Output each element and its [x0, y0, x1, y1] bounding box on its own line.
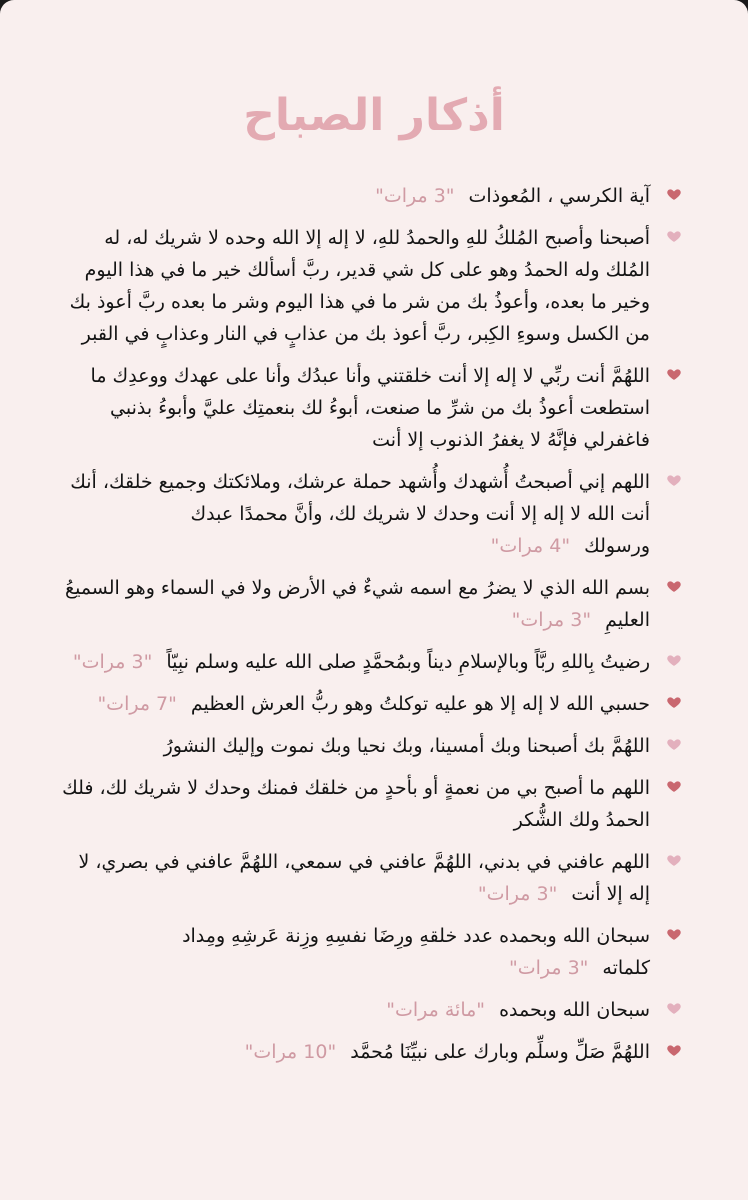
repeat-count: "مائة مرات" [386, 999, 486, 1021]
list-item [60, 920, 682, 984]
list-item [60, 572, 682, 636]
list-item [60, 360, 682, 456]
heart-icon [666, 926, 682, 942]
list-item [60, 466, 682, 562]
list-item [60, 994, 682, 1026]
repeat-count: "4 مرات" [490, 535, 571, 557]
zikr-text: اللهم ما أصبح بي من نعمةٍ أو بأحدٍ من خلقك فمنك وحدك لا شريك لك، فلك الحمدُ ولك الشُّكر [62, 777, 650, 831]
heart-icon [666, 736, 682, 752]
list-item [60, 846, 682, 910]
repeat-count: "3 مرات" [72, 651, 153, 673]
repeat-count: "3 مرات" [375, 185, 455, 207]
list-item [60, 222, 682, 350]
heart-icon [666, 472, 682, 488]
list-item [60, 1036, 682, 1068]
azkar-list [60, 180, 682, 1078]
heart-icon [666, 652, 682, 668]
zikr-text: آية الكرسي ، المُعوذات [468, 185, 650, 207]
list-item [60, 688, 682, 720]
zikr-text: اللهُمَّ أنت ربِّي لا إله إلا أنت خلقتني وأنا عبدُك وأنا على عهدك ووعدِك ما استطعت أعوذُ بك من شرِّ ما صنعت، أبوءُ لك بنعمتِك عليَّ وأبوءُ بذنبي فاغفرلي فإنَّهُ لا يغفرُ الذنوب إلا أنت [90, 365, 650, 451]
heart-icon [666, 778, 682, 794]
list-item [60, 180, 682, 212]
page-title: أذكار الصباح [243, 90, 505, 141]
zikr-text: رضيتُ بِاللهِ ربَّاً وبالإسلامِ ديناً وبمُحمَّدٍ صلى الله عليه وسلم نبِيّاً [166, 651, 650, 673]
zikr-text: حسبي الله لا إله إلا هو عليه توكلتُ وهو ربُّ العرش العظيم [190, 693, 650, 715]
zikr-text: بسم الله الذي لا يضرُ مع اسمه شيءٌ في الأرض ولا في السماء وهو السميعُ العليمِ [64, 577, 650, 631]
zikr-text: سبحان الله وبحمده عدد خلقهِ ورِضَا نفسِهِ وزِنة عَرشِهِ ومِداد كلماته [182, 925, 650, 979]
heart-icon [666, 852, 682, 868]
repeat-count: "10 مرات" [244, 1041, 337, 1063]
list-item [60, 730, 682, 762]
zikr-text: اللهُمَّ صَلِّ وسلِّم وبارك على نبيِّنَا مُحمَّد [350, 1041, 650, 1063]
heart-icon [666, 186, 682, 202]
heart-icon [666, 366, 682, 382]
repeat-count: "3 مرات" [477, 883, 558, 905]
heart-icon [666, 228, 682, 244]
zikr-text: اللهم عافني في بدني، اللهُمَّ عافني في سمعي، اللهُمَّ عافني في بصري، لا إله إلا أنت [78, 851, 650, 905]
heart-icon [666, 1000, 682, 1016]
repeat-count: "3 مرات" [511, 609, 592, 631]
zikr-text: سبحان الله وبحمده [499, 999, 650, 1021]
zikr-text: أصبحنا وأصبح المُلكُ للهِ والحمدُ للهِ، لا إله إلا الله وحده لا شريك له، له المُلك وله الحمدُ وهو على كل شي قدير، ربَّ أسألك خير ما في هذا اليوم وخير ما بعده، وأعوذُ بك من شر ما في هذا اليوم وشر ما بعده ربَّ أعوذ بك من الكسل وسوءِ الكِبر، ربَّ أعوذ بك من عذابٍ في النار وعذابٍ في القبر [69, 227, 650, 345]
zikr-text: اللهم إني أصبحتُ أُشهدك وأُشهد حملة عرشك، وملائكتك وجميع خلقك، أنك أنت الله لا إله إلا أنت وحدك لا شريك لك، وأنَّ محمدًا عبدك ورسولك [70, 471, 650, 557]
list-item [60, 646, 682, 678]
repeat-count: "3 مرات" [508, 957, 589, 979]
heart-icon [666, 694, 682, 710]
repeat-count: "7 مرات" [97, 693, 177, 715]
heart-icon [666, 1042, 682, 1058]
zikr-text: اللهُمَّ بك أصبحنا وبك أمسينا، وبك نحيا وبك نموت وإليك النشورُ [163, 735, 650, 757]
list-item [60, 772, 682, 836]
heart-icon [666, 578, 682, 594]
